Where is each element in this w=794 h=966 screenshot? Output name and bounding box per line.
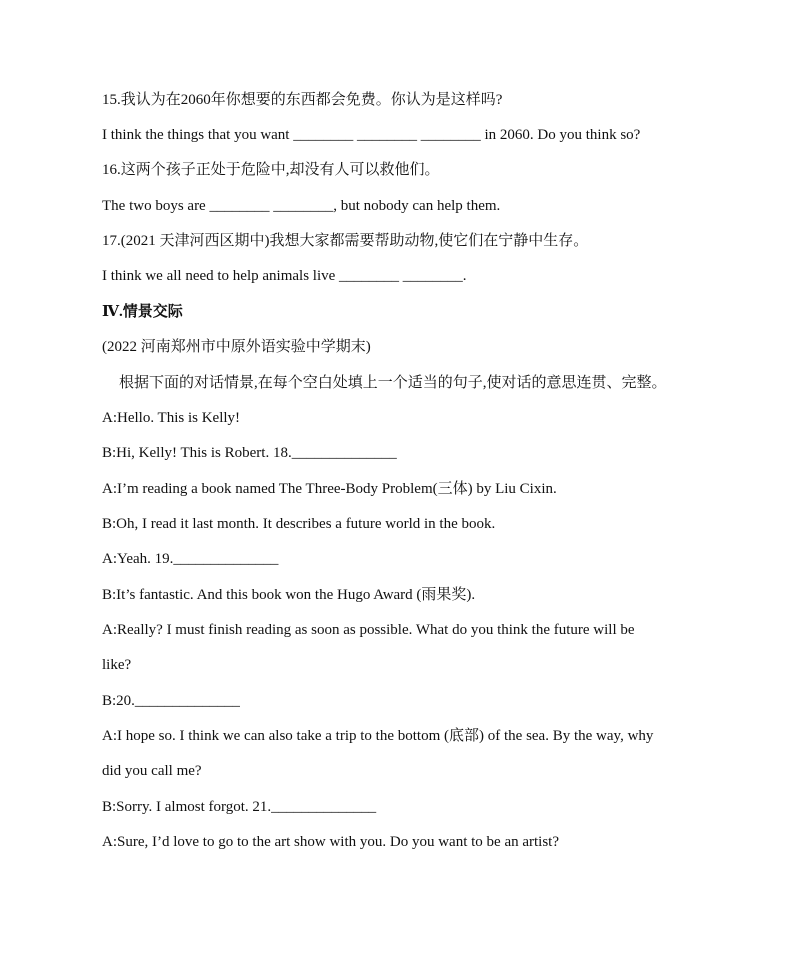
dialogue-line-7: A:Really? I must finish reading as soon as possible. What do you think the future will be: [102, 622, 635, 638]
dialogue-line-1: A:Hello. This is Kelly!: [102, 410, 241, 426]
dialogue-line-9: A:I hope so. I think we can also take a trip to the bottom (底部) of the sea. By the way, why: [102, 728, 654, 744]
dialogue-line-11: A:Sure, I’d love to go to the art show with you. Do you want to be an artist?: [102, 834, 560, 850]
source-note: (2022 河南郑州市中原外语实验中学期末): [102, 339, 371, 355]
dialogue-line-5: A:Yeah. 19.______________: [102, 551, 279, 567]
question-15-chinese: 15.我认为在2060年你想要的东西都会免费。你认为是这样吗?: [102, 92, 503, 108]
section-title: Ⅳ.情景交际: [102, 304, 183, 320]
dialogue-line-7-continued: like?: [102, 657, 132, 673]
instructions: 根据下面的对话情景,在每个空白处填上一个适当的句子,使对话的意思连贯、完整。: [119, 375, 667, 391]
question-15-english: I think the things that you want ________ ________ ________ in 2060. Do you think so?: [102, 127, 641, 143]
dialogue-line-9-continued: did you call me?: [102, 763, 202, 779]
dialogue-line-10: B:Sorry. I almost forgot. 21.______________: [102, 799, 377, 815]
dialogue-line-4: B:Oh, I read it last month. It describes a future world in the book.: [102, 516, 496, 532]
dialogue-line-8: B:20.______________: [102, 693, 240, 709]
dialogue-line-3: A:I’m reading a book named The Three-Body Problem(三体) by Liu Cixin.: [102, 481, 557, 497]
question-17-chinese: 17.(2021 天津河西区期中)我想大家都需要帮助动物,使它们在宁静中生存。: [102, 233, 589, 249]
dialogue-line-6: B:It’s fantastic. And this book won the Hugo Award (雨果奖).: [102, 587, 476, 603]
question-16-english: The two boys are ________ ________, but nobody can help them.: [102, 198, 501, 214]
question-16-chinese: 16.这两个孩子正处于危险中,却没有人可以救他们。: [102, 162, 440, 178]
question-17-english: I think we all need to help animals live ________ ________.: [102, 268, 467, 284]
dialogue-line-2: B:Hi, Kelly! This is Robert. 18.______________: [102, 445, 397, 461]
